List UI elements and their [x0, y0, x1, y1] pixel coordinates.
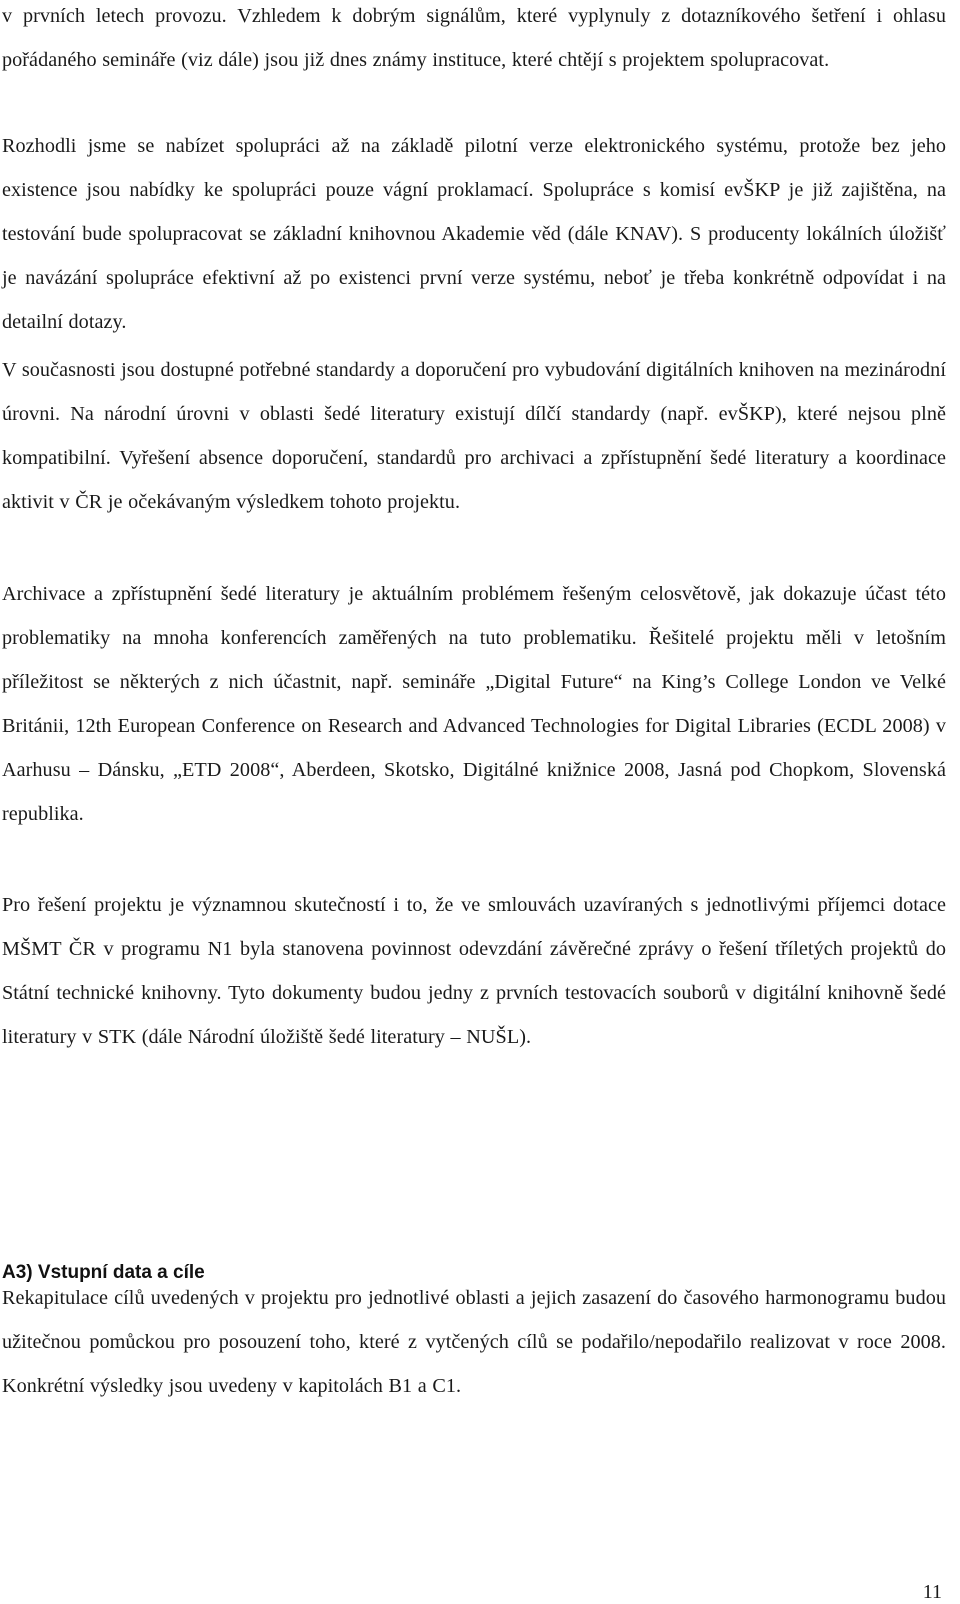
- paragraph-continuation: v prvních letech provozu. Vzhledem k dobrým signálům, které vyplynuly z dotazníkového šetření i ohlasu pořádaného semináře (viz dále) jsou již dnes známy instituce, které chtějí s projektem spolupracovat.: [2, 5, 946, 71]
- paragraph-standards: V současnosti jsou dostupné potřebné standardy a doporučení pro vybudování digitálních knihoven na mezinárodní úrovni. Na národní úrovni v oblasti šedé literatury existují dílčí standardy (např. evŠKP), které nejsou plně kompatibilní. Vyřešení absence doporučení, standardů pro archivaci a zpřístupnění šedé literatury a koordinace aktivit v ČR je očekávaným výsledkem tohoto projektu.: [2, 359, 946, 513]
- section-heading: A3) Vstupní data a cíle: [2, 1262, 205, 1283]
- paragraph-contracts: Pro řešení projektu je významnou skutečností i to, že ve smlouvách uzavíraných s jednotlivými příjemci dotace MŠMT ČR v programu N1 byla stanovena povinnost odevzdání závěrečné zprávy o řešení tříletých projektů do Státní technické knihovny. Tyto dokumenty budou jedny z prvních testovacích souborů v digitální knihovně šedé literatury v STK (dále Národní úložiště šedé literatury – NUŠL).: [2, 894, 946, 1048]
- page-number: 11: [922, 1581, 942, 1603]
- paragraph-goals: Rekapitulace cílů uvedených v projektu pro jednotlivé oblasti a jejich zasazení do časového harmonogramu budou užitečnou pomůckou pro posouzení toho, které z vytčených cílů se podařilo/nepodařilo realizovat v roce 2008. Konkrétní výsledky jsou uvedeny v kapitolách B1 a C1.: [2, 1287, 946, 1397]
- paragraph-conferences: Archivace a zpřístupnění šedé literatury je aktuálním problémem řešeným celosvětově, jak dokazuje účast této problematiky na mnoha konferencích zaměřených na tuto problematiku. Řešitelé projektu měli v letošním příležitost se některých z nich účastnit, např. semináře „Digital Future“ na King’s College London ve Velké Británii, 12th European Conference on Research and Advanced Technologies for Digital Libraries (ECDL 2008) v Aarhusu – Dánsku, „ETD 2008“, Aberdeen, Skotsko, Digitálné knižnice 2008, Jasná pod Chopkom, Slovenská republika.: [2, 583, 946, 825]
- paragraph-cooperation: Rozhodli jsme se nabízet spolupráci až na základě pilotní verze elektronického systému, protože bez jeho existence jsou nabídky ke spolupráci pouze vágní proklamací. Spolupráce s komisí evŠKP je již zajištěna, na testování bude spolupracovat se základní knihovnou Akademie věd (dále KNAV). S producenty lokálních úložišť je navázání spolupráce efektivní až po existenci první verze systému, neboť je třeba konkrétně odpovídat i na detailní dotazy.: [2, 135, 946, 333]
